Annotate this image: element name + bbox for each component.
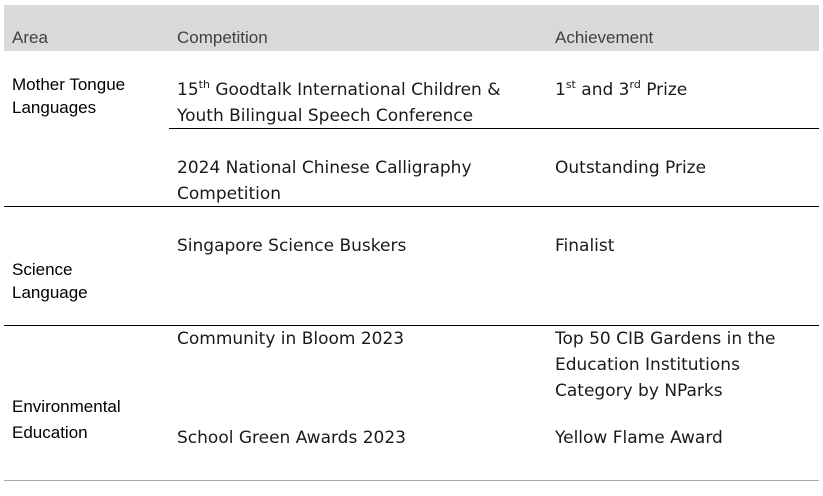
- area-environmental-education: [12, 394, 121, 446]
- area-line: Education: [12, 423, 88, 442]
- competition-community-in-bloom: Community in Bloom 2023: [177, 329, 405, 349]
- achievement-goodtalk: 1st and 3rd Prize: [555, 78, 688, 100]
- competition-line: Competition: [177, 184, 282, 204]
- area-mother-tongue: [12, 73, 125, 119]
- area-line: Languages: [12, 98, 97, 117]
- table-header: [4, 5, 819, 51]
- area-line: Science: [12, 260, 73, 279]
- achievement-line: Category by NParks: [555, 381, 723, 401]
- achievement-line: Education Institutions: [555, 355, 740, 375]
- competition-school-green-awards: School Green Awards 2023: [177, 428, 406, 448]
- competition-goodtalk: [177, 77, 547, 129]
- achievement-school-green-awards: Yellow Flame Award: [555, 428, 723, 448]
- header-area: Area: [12, 28, 48, 47]
- header-competition: Competition: [177, 28, 268, 47]
- area-line: Language: [12, 283, 88, 302]
- area-line: Mother Tongue: [12, 75, 126, 94]
- competition-line: Youth Bilingual Speech Conference: [177, 106, 474, 126]
- achievement-community-in-bloom: [555, 326, 815, 404]
- competition-line: 15th Goodtalk International Children &: [177, 78, 501, 100]
- achievement-science-buskers: Finalist: [555, 236, 615, 256]
- inner-divider: [169, 128, 819, 129]
- competition-calligraphy: [177, 155, 547, 207]
- area-science-language: [12, 258, 88, 304]
- area-line: Environmental: [12, 397, 121, 416]
- competition-science-buskers: Singapore Science Buskers: [177, 236, 407, 256]
- competition-line: 2024 National Chinese Calligraphy: [177, 158, 472, 178]
- achievement-line: Top 50 CIB Gardens in the: [555, 329, 776, 349]
- header-achievement: Achievement: [555, 28, 654, 47]
- row-divider: [4, 206, 819, 207]
- achievement-calligraphy: Outstanding Prize: [555, 158, 707, 178]
- table-bottom-border: [4, 480, 819, 481]
